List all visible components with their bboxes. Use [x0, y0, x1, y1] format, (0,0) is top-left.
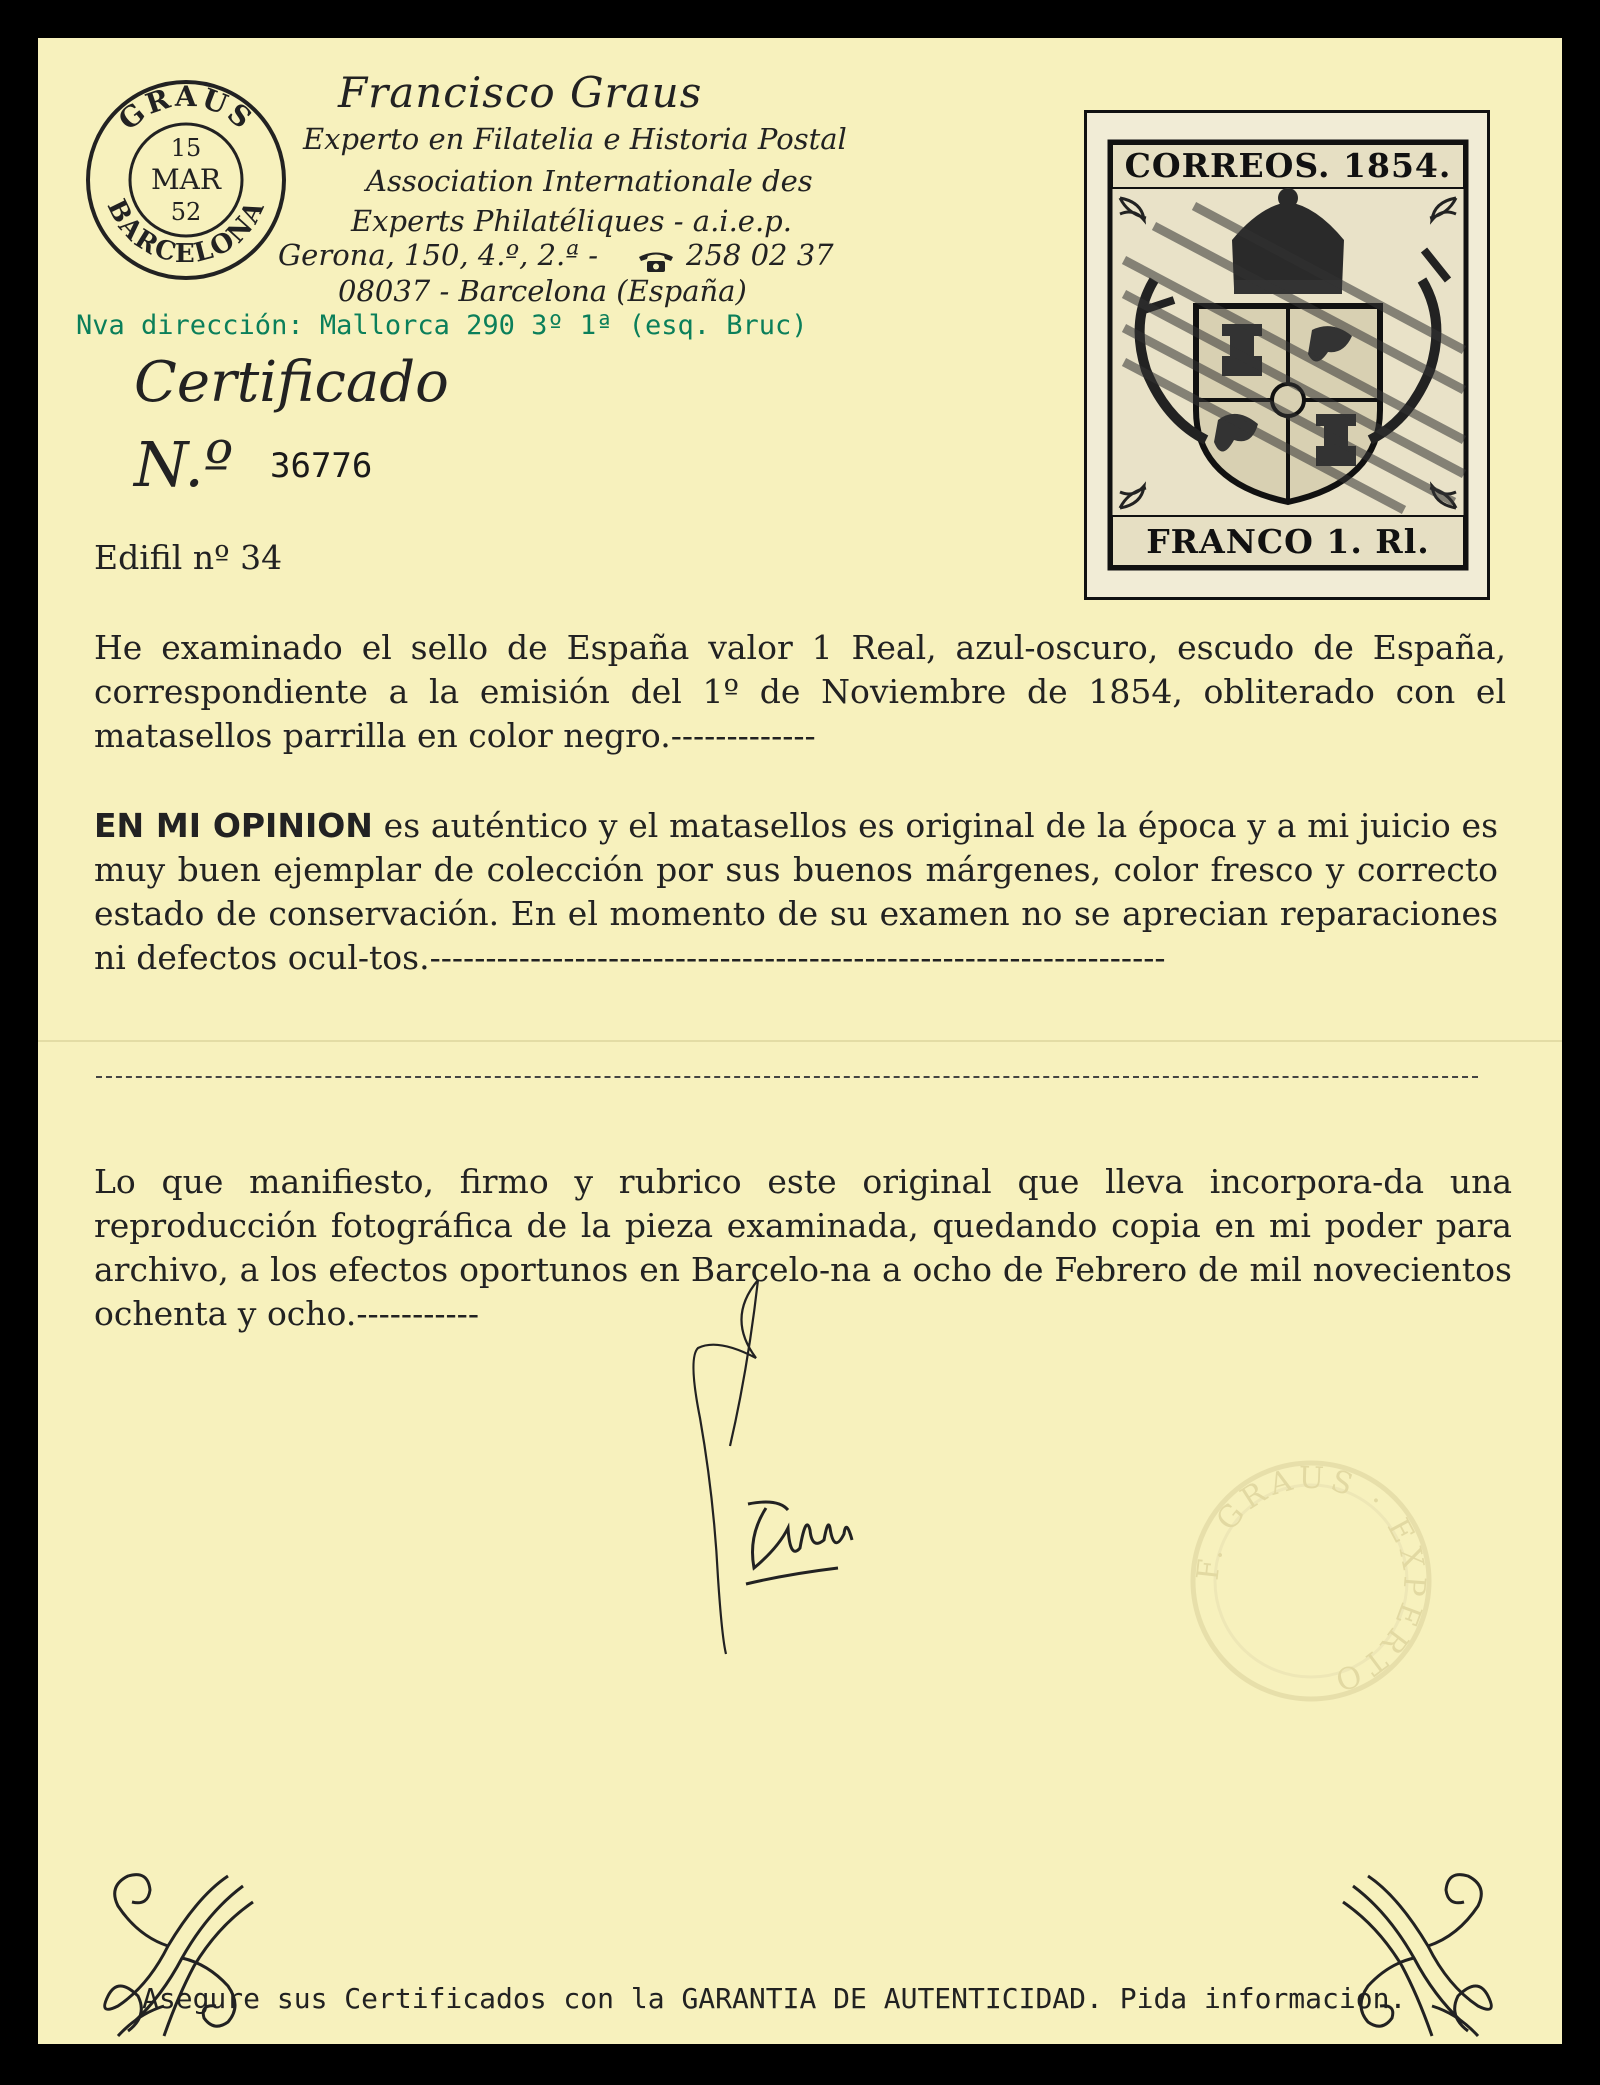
- declaration-paragraph: Lo que manifiesto, firmo y rubrico este original que lleva incorpora-da una reproducción fotográfica de la pieza examinada, quedando copia en mi poder para archivo, a los efectos oportunos en Barcelo-na a ocho de Febrero de mil novecientos ochenta y ocho.-----------: [94, 1162, 1512, 1333]
- postmark-stamp: [82, 76, 290, 284]
- telephone-icon: [636, 248, 676, 274]
- svg-text:GRAUS: [112, 80, 260, 137]
- postmark-day: 15: [170, 134, 202, 162]
- expert-title: Experto en Filatelia e Historia Postal: [303, 122, 847, 156]
- new-address-note: Nva dirección: Mallorca 290 3º 1ª (esq. Bruc): [76, 310, 808, 341]
- postal-city: 08037 - Barcelona (España): [338, 274, 747, 308]
- catalog-reference: Edifil nº 34: [94, 538, 283, 577]
- stamp-bottom-text: FRANCO 1. Rl.: [1146, 522, 1430, 561]
- opinion-text: es auténtico y el matasellos es original de la época y a mi juicio es muy buen ejemplar de colección por sus buenos márgenes, color fresco y correcto estado de conservación. En el momento de su examen no se aprecian reparaciones ni defectos ocul-tos.------------------------------------------------------------------: [94, 806, 1499, 977]
- postmark-month: MAR: [151, 163, 221, 196]
- handwritten-signature: [678, 1278, 888, 1658]
- expert-name: Francisco Graus: [338, 68, 703, 117]
- opinion-lead: EN MI OPINION: [94, 806, 373, 845]
- certificate-title: Certificado: [134, 350, 449, 415]
- postmark-city-top: GRAUS: [112, 79, 261, 137]
- certificate-number: 36776: [270, 446, 373, 486]
- footer-guarantee-note: Asegure sus Certificados con la GARANTIA DE AUTENTICIDAD. Pida informacion.: [142, 1982, 1407, 2015]
- embossed-seal: [1186, 1456, 1436, 1706]
- street-address: Gerona, 150, 4.º, 2.ª -: [278, 238, 599, 272]
- phone-number: 258 02 37: [686, 238, 834, 272]
- seal-text: F. GRAUS · EXPERTO: [1190, 1460, 1432, 1699]
- stamp-top-text: CORREOS. 1854.: [1124, 146, 1452, 185]
- postmark-year: 52: [170, 198, 202, 226]
- opinion-paragraph: [94, 804, 1498, 980]
- examination-paragraph: He examinado el sello de España valor 1 Real, azul-oscuro, escudo de España, correspondiente a la emisión del 1º de Noviembre de 1854, obliterado con el matasellos parrilla en color negro.-------------: [94, 628, 1506, 755]
- dashed-separator: [96, 1076, 1478, 1078]
- association-name: Association Internationale des: [366, 164, 813, 198]
- certificate-number-label: N.º: [134, 428, 234, 501]
- certificate-page: [38, 38, 1562, 2044]
- stamp-photograph: [1084, 110, 1490, 600]
- association-name-cont: Experts Philatéliques - a.i.e.p.: [351, 204, 792, 238]
- postmark-city-bottom: BARCELONA: [100, 194, 272, 270]
